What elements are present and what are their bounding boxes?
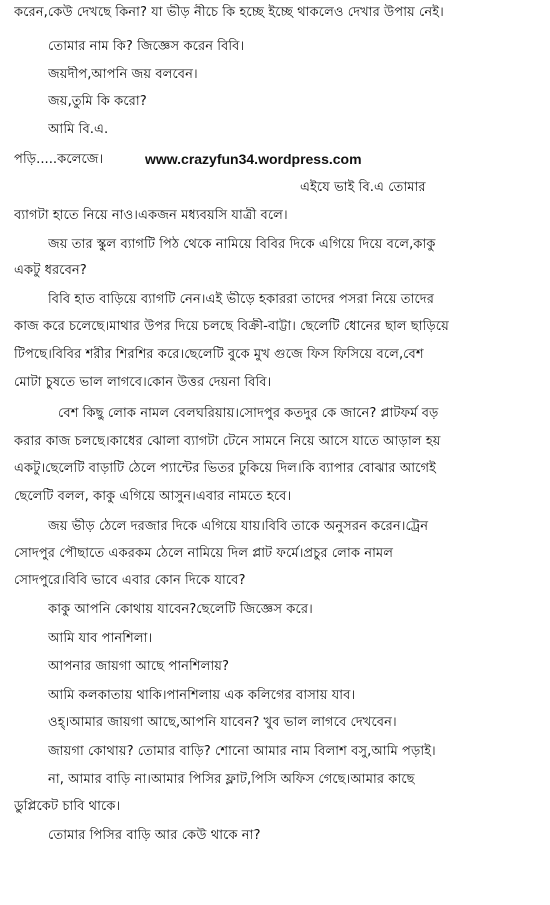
text-line: ডুপ্লিকেট চাবি থাকে।: [14, 799, 121, 814]
text-line: একটু ধরবেন?: [14, 263, 87, 278]
text-line: আমি কলকাতায় থাকি।পানশিলায় এক কলিগের বাসায় যাব।: [48, 688, 356, 703]
text-line: পড়ি.....কলেজে।: [14, 152, 104, 167]
text-line: মোটা চুষতে ভাল লাগবে।কোন উত্তর দেয়না বিবি।: [14, 375, 272, 390]
text-line: কাকু আপনি কোথায় যাবেন?ছেলেটি জিজ্ঞেস করে।: [48, 602, 313, 617]
text-line: বেশ কিছু লোক নামল বেলঘরিয়ায়।সোদপুর কতদুর কে জানে? প্লাটফর্ম বড়: [58, 406, 439, 421]
text-line: টিপছে।বিবির শরীর শিরশির করে।ছেলেটি বুকে মুখ গুজে ফিস ফিসিয়ে বলে,বেশ: [14, 347, 424, 362]
text-line: আমি বি.এ.: [48, 122, 109, 137]
text-line: করেন,কেউ দেখছে কিনা? যা ভীড় নীচে কি হচ্ছে ইচ্ছে থাকলেও দেখার উপায় নেই।: [14, 5, 444, 20]
text-line: জয় তার স্কুল ব্যাগটি পিঠ থেকে নামিয়ে বিবির দিকে এগিয়ে দিয়ে বলে,কাকু: [48, 237, 436, 252]
watermark-url: www.crazyfun34.wordpress.com: [145, 151, 362, 167]
text-line: একটু।ছেলেটি বাড়াটি ঠেলে প্যান্টের ভিতর ঢুকিয়ে দিল।কি ব্যাপার বোঝার আগেই: [14, 461, 437, 476]
text-line: না, আমার বাড়ি না।আমার পিসির ফ্লাট,পিসি অফিস গেছে।আমার কাছে: [48, 772, 415, 787]
text-line: ছেলেটি বলল, কাকু এগিয়ে আসুন।এবার নামতে হবে।: [14, 489, 292, 504]
text-line: তোমার পিসির বাড়ি আর কেউ থাকে না?: [48, 828, 261, 843]
text-line: করার কাজ চলছে।কাধের ঝোলা ব্যাগটা টেনে সামনে নিয়ে আসে যাতে আড়াল হয়: [14, 434, 441, 449]
text-line: আমি যাব পানশিলা।: [48, 631, 153, 646]
text-line: এইযে ভাই বি.এ তোমার: [300, 180, 426, 195]
text-line: জয় ভীড় ঠেলে দরজার দিকে এগিয়ে যায়।বিবি তাকে অনুসরন করেন।ট্রেন: [48, 519, 429, 534]
text-line: জায়গা কোথায়? তোমার বাড়ি? শোনো আমার নাম বিলাশ বসু,আমি পড়াই।: [48, 744, 436, 759]
text-line: সোদপুর পৌছাতে একরকম ঠেলে নামিয়ে দিল প্লাট ফর্মে।প্রচুর লোক নামল: [14, 546, 394, 561]
text-line: সোদপুরে।বিবি ভাবে এবার কোন দিকে যাবে?: [14, 573, 246, 588]
text-line: তোমার নাম কি? জিজ্ঞেস করেন বিবি।: [48, 39, 245, 54]
text-line: বিবি হাত বাড়িয়ে ব্যাগটি নেন।এই ভীড়ে হকাররা তাদের পসরা নিয়ে তাদের: [48, 292, 434, 307]
text-line: ওহ্।আমার জায়গা আছে,আপনি যাবেন? খুব ভাল লাগবে দেখবেন।: [48, 715, 397, 730]
text-line: জয়,তুমি কি করো?: [48, 94, 147, 109]
text-line: জয়দীপ,আপনি জয় বলবেন।: [48, 67, 198, 82]
text-line: ব্যাগটা হাতে নিয়ে নাও।একজন মধ্যবয়সি যাত্রী বলে।: [14, 208, 288, 223]
text-line: কাজ করে চলেছে।মাথার উপর দিয়ে চলছে বিক্রী-বাট্টা। ছেলেটি ধোনের ছাল ছাড়িয়ে: [14, 319, 449, 334]
text-line: আপনার জায়গা আছে পানশিলায়?: [48, 659, 230, 674]
